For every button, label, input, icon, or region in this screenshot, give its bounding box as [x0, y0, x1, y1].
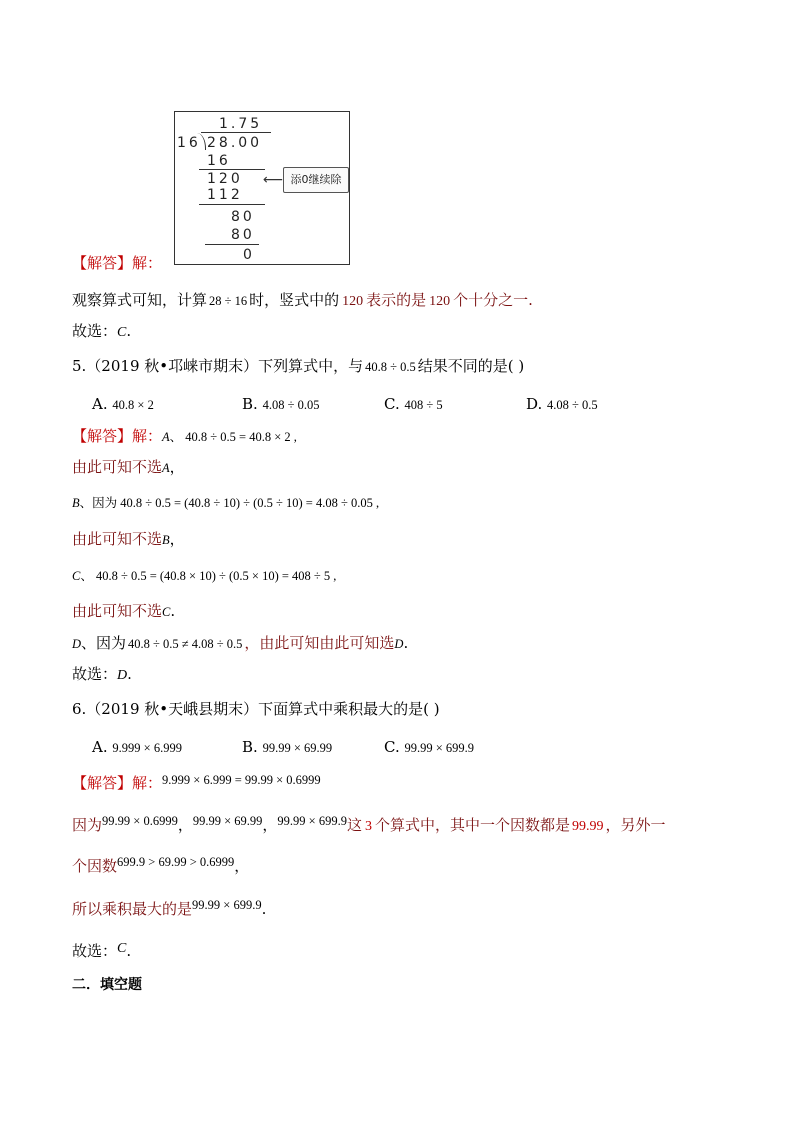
q5-solution-d: [72, 634, 408, 653]
jieda-label: 【解答】解：: [72, 427, 163, 445]
division-bracket: [197, 133, 206, 150]
math-expr: 699.9 > 69.99 > 0.6999: [117, 855, 235, 869]
q5-conclusion-a: [72, 458, 185, 477]
figure-note: 添0继续除: [283, 167, 349, 193]
text: 由此可知不选: [72, 530, 163, 548]
jieda-label: 【解答】解：: [72, 774, 163, 792]
text: 由此可知不选: [72, 602, 163, 620]
divisor: 16: [177, 135, 201, 151]
answer-label: 故选：: [72, 942, 118, 960]
number: 99.99: [572, 819, 604, 834]
option-label: A.: [92, 395, 108, 413]
q5-conclusion-c: [72, 602, 175, 621]
answer-label: 故选：: [72, 322, 118, 340]
q5-option-c[interactable]: [384, 395, 443, 414]
math-expr: 99.99 × 0.6999: [102, 814, 178, 828]
text: 因为: [72, 816, 103, 834]
question-text: 结果不同的是( ): [417, 357, 525, 375]
q5-solution-b: [72, 493, 379, 512]
text: ，: [169, 530, 185, 548]
letter: C: [72, 569, 81, 583]
math-expr: 9.999 × 6.999 = 99.99 × 0.6999: [162, 773, 321, 787]
text: 表示的是: [366, 291, 427, 309]
letter: C: [162, 605, 171, 619]
q5-solution-a: [72, 427, 297, 446]
math-expr: 99.99 × 699.9: [192, 898, 262, 912]
q4-solution-line: [72, 291, 533, 311]
q4-answer: [72, 322, 131, 342]
math-expr: 、因为 40.8 ÷ 0.5 = (40.8 ÷ 10) ÷ (0.5 ÷ 10) = 4.08 ÷ 0.05 ,: [79, 496, 380, 510]
division-bar: [201, 132, 271, 133]
division-step: 0: [243, 247, 255, 263]
option-label: A.: [92, 738, 108, 756]
q5-option-a[interactable]: [92, 395, 154, 414]
option-expr: 4.08 ÷ 0.5: [547, 398, 598, 412]
option-label: B.: [242, 395, 258, 413]
arrow-left-icon: ⟵: [263, 172, 284, 188]
math-expr: 40.8 ÷ 0.5 ≠ 4.08 ÷ 0.5: [128, 637, 243, 651]
q5-conclusion-b: [72, 530, 185, 549]
number: 120: [429, 294, 451, 309]
text: ，: [234, 857, 250, 875]
q6-option-c[interactable]: [384, 738, 474, 757]
math-expr: 、 40.8 ÷ 0.5 = 40.8 × 2 ,: [169, 430, 297, 444]
letter: A: [162, 461, 170, 475]
division-step: 112: [207, 187, 243, 203]
answer-letter: D: [117, 668, 128, 683]
long-division-figure: [174, 111, 350, 265]
text: 观察算式可知，计算: [72, 291, 208, 309]
step-line: [199, 169, 265, 170]
step-line: [199, 204, 265, 205]
math-expr: 40.8 ÷ 0.5: [365, 360, 416, 374]
text: .: [403, 634, 409, 652]
option-expr: 40.8 × 2: [112, 398, 154, 412]
text: 个因数: [72, 857, 118, 875]
q6-solution: [72, 774, 321, 793]
math-expr: 28 ÷ 16: [209, 294, 248, 308]
question-text: 5.（2019 秋•邛崃市期末）下列算式中，与: [72, 357, 364, 375]
q5-solution-c: [72, 566, 336, 585]
letter: B: [72, 496, 80, 510]
math-expr: 99.99 × 69.99: [192, 814, 263, 828]
division-step: 120: [207, 171, 243, 187]
division-step: 80: [231, 227, 255, 243]
q6-reason-line1: [72, 816, 666, 836]
text: .: [126, 322, 132, 340]
quotient: 1.75: [219, 116, 263, 132]
option-expr: 99.99 × 699.9: [404, 741, 475, 755]
letter: A: [162, 430, 170, 444]
option-label: C.: [384, 738, 400, 756]
text: ，: [262, 816, 278, 834]
math-expr: 99.99 × 699.9: [277, 814, 347, 828]
text: .: [170, 602, 176, 620]
letter: B: [162, 533, 170, 547]
text: 、因为: [81, 634, 127, 652]
text: ，: [169, 458, 185, 476]
option-expr: 9.999 × 6.999: [112, 741, 182, 755]
text: 这: [346, 816, 362, 834]
letter: D: [394, 637, 404, 651]
text: ，另外一: [605, 816, 666, 834]
q4-solution-label: [72, 254, 162, 272]
q5-option-b[interactable]: [242, 395, 319, 414]
text: ，: [177, 816, 193, 834]
text: 所以乘积最大的是: [72, 900, 193, 918]
option-expr: 4.08 ÷ 0.05: [262, 398, 320, 412]
text: ，由此可知由此可知选: [244, 634, 395, 652]
q6-option-a[interactable]: [92, 738, 182, 757]
jieda-label: 【解答】解：: [72, 254, 163, 272]
text: .: [127, 665, 132, 683]
option-label: C.: [384, 395, 400, 413]
section-heading: 二．填空题: [72, 977, 142, 993]
option-expr: 408 ÷ 5: [404, 398, 443, 412]
division-step: 16: [207, 153, 231, 169]
option-label: B.: [242, 738, 258, 756]
number: 120: [342, 294, 364, 309]
answer-letter: C: [117, 325, 127, 340]
answer-letter: C: [117, 941, 127, 956]
math-expr: 、 40.8 ÷ 0.5 = (40.8 × 10) ÷ (0.5 × 10) = 408 ÷ 5 ,: [80, 569, 337, 583]
text: 个算式中，其中一个因数都是: [375, 816, 571, 834]
option-label: D.: [526, 395, 543, 413]
text: 个十分之一.: [453, 291, 533, 309]
step-line: [205, 244, 259, 245]
letter: D: [72, 637, 82, 651]
q5-option-d[interactable]: [526, 395, 598, 414]
text: .: [126, 942, 132, 960]
text: 时，竖式中的: [249, 291, 340, 309]
answer-label: 故选：: [72, 665, 118, 683]
text: 由此可知不选: [72, 458, 163, 476]
text: .: [261, 900, 267, 918]
number: 3: [365, 819, 372, 834]
option-expr: 99.99 × 69.99: [262, 741, 333, 755]
q6-reason-line3: [72, 900, 266, 919]
q6-answer: [72, 942, 131, 962]
q6-option-b[interactable]: [242, 738, 332, 757]
q6-reason-line2: [72, 857, 249, 876]
q5-answer: [72, 665, 132, 685]
q6-stem: 6.（2019 秋•天峨县期末）下面算式中乘积最大的是( ): [72, 700, 440, 718]
division-step: 80: [231, 209, 255, 225]
q5-stem: [72, 357, 524, 376]
dividend: 28.00: [207, 135, 263, 151]
